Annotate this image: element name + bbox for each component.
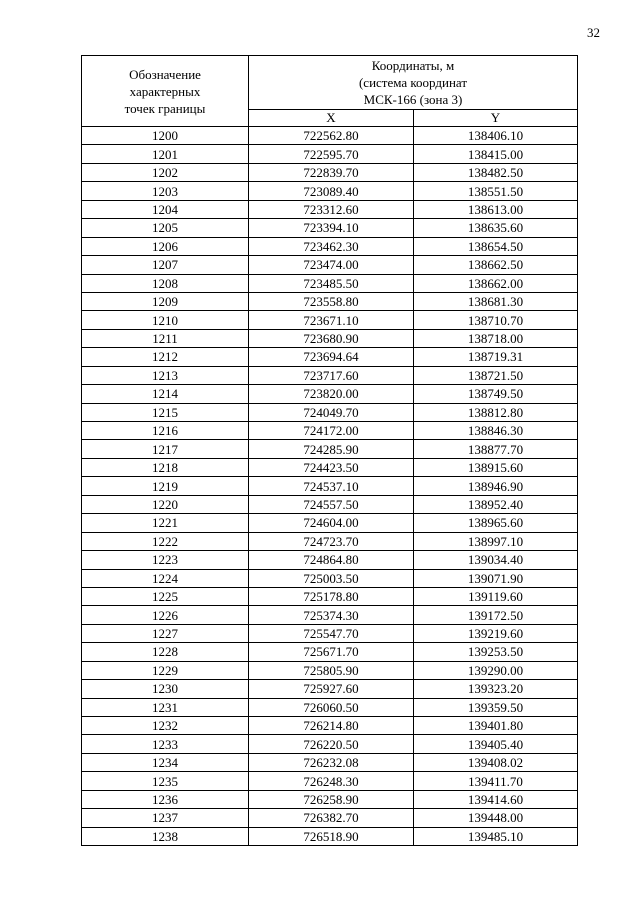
point-id-cell: 1206 <box>82 237 249 255</box>
x-coordinate-cell: 726214.80 <box>249 717 414 735</box>
y-coordinate-cell: 138915.60 <box>414 458 578 476</box>
x-coordinate-cell: 725003.50 <box>249 569 414 587</box>
y-coordinate-cell: 138710.70 <box>414 311 578 329</box>
y-coordinate-cell: 138877.70 <box>414 440 578 458</box>
y-coordinate-cell: 139253.50 <box>414 643 578 661</box>
y-coordinate-cell: 138406.10 <box>414 127 578 145</box>
table-row <box>82 532 578 550</box>
y-coordinate-cell: 139411.70 <box>414 772 578 790</box>
x-coordinate-cell: 722595.70 <box>249 145 414 163</box>
point-id-cell: 1219 <box>82 477 249 495</box>
point-id-cell: 1209 <box>82 292 249 310</box>
y-coordinate-cell: 138749.50 <box>414 385 578 403</box>
table-row <box>82 145 578 163</box>
table-row <box>82 440 578 458</box>
table-row <box>82 329 578 347</box>
y-coordinate-cell: 138681.30 <box>414 292 578 310</box>
x-coordinate-cell: 723671.10 <box>249 311 414 329</box>
x-coordinate-cell: 726258.90 <box>249 790 414 808</box>
x-coordinate-cell: 723558.80 <box>249 292 414 310</box>
table-row <box>82 587 578 605</box>
y-coordinate-cell: 138551.50 <box>414 182 578 200</box>
y-coordinate-cell: 138721.50 <box>414 366 578 384</box>
point-id-cell: 1213 <box>82 366 249 384</box>
x-coordinate-cell: 723394.10 <box>249 219 414 237</box>
table-row <box>82 182 578 200</box>
point-id-cell: 1228 <box>82 643 249 661</box>
point-id-cell: 1212 <box>82 348 249 366</box>
y-coordinate-cell: 138997.10 <box>414 532 578 550</box>
coordinates-header <box>249 56 578 110</box>
x-coordinate-cell: 724604.00 <box>249 514 414 532</box>
point-id-cell: 1218 <box>82 458 249 476</box>
x-coordinate-cell: 725178.80 <box>249 587 414 605</box>
x-coordinate-cell: 723680.90 <box>249 329 414 347</box>
y-coordinate-cell: 139408.02 <box>414 753 578 771</box>
point-id-cell: 1236 <box>82 790 249 808</box>
table-row <box>82 256 578 274</box>
table-row <box>82 698 578 716</box>
point-id-cell: 1229 <box>82 661 249 679</box>
point-id-cell: 1205 <box>82 219 249 237</box>
point-id-cell: 1207 <box>82 256 249 274</box>
point-id-cell: 1237 <box>82 809 249 827</box>
point-id-cell: 1224 <box>82 569 249 587</box>
point-id-cell: 1230 <box>82 680 249 698</box>
table-row <box>82 753 578 771</box>
y-coordinate-cell: 138952.40 <box>414 495 578 513</box>
point-id-cell: 1202 <box>82 163 249 181</box>
x-coordinate-cell: 722839.70 <box>249 163 414 181</box>
point-id-cell: 1238 <box>82 827 249 845</box>
point-designation-header <box>82 56 249 127</box>
x-coordinate-cell: 723089.40 <box>249 182 414 200</box>
coord-header-line: МСК-166 (зона 3) <box>363 91 463 107</box>
x-coordinate-cell: 724172.00 <box>249 422 414 440</box>
point-id-cell: 1204 <box>82 200 249 218</box>
y-coordinate-cell: 139323.20 <box>414 680 578 698</box>
y-coordinate-cell: 139485.10 <box>414 827 578 845</box>
y-coordinate-cell: 138965.60 <box>414 514 578 532</box>
table-row <box>82 422 578 440</box>
table-row <box>82 237 578 255</box>
point-header-line: точек границы <box>124 100 206 116</box>
y-coordinate-cell: 138718.00 <box>414 329 578 347</box>
x-coordinate-cell: 722562.80 <box>249 127 414 145</box>
point-id-cell: 1214 <box>82 385 249 403</box>
x-coordinate-cell: 723717.60 <box>249 366 414 384</box>
table-row <box>82 385 578 403</box>
point-header-line: Обозначение <box>129 66 201 82</box>
y-column-header: Y <box>414 109 578 126</box>
point-id-cell: 1208 <box>82 274 249 292</box>
x-coordinate-cell: 724049.70 <box>249 403 414 421</box>
point-id-cell: 1203 <box>82 182 249 200</box>
table-row <box>82 200 578 218</box>
x-coordinate-cell: 724557.50 <box>249 495 414 513</box>
table-row <box>82 624 578 642</box>
table-row <box>82 790 578 808</box>
coord-header-line: (система координат <box>358 74 468 90</box>
y-coordinate-cell: 139359.50 <box>414 698 578 716</box>
y-coordinate-cell: 139448.00 <box>414 809 578 827</box>
x-coordinate-cell: 723820.00 <box>249 385 414 403</box>
y-coordinate-cell: 138613.00 <box>414 200 578 218</box>
x-coordinate-cell: 725547.70 <box>249 624 414 642</box>
x-column-header: X <box>249 109 414 126</box>
point-id-cell: 1232 <box>82 717 249 735</box>
x-coordinate-cell: 726248.30 <box>249 772 414 790</box>
x-coordinate-cell: 723462.30 <box>249 237 414 255</box>
point-header-line: характерных <box>129 83 201 99</box>
y-coordinate-cell: 138812.80 <box>414 403 578 421</box>
y-coordinate-cell: 138846.30 <box>414 422 578 440</box>
table-row <box>82 495 578 513</box>
y-coordinate-cell: 138482.50 <box>414 163 578 181</box>
y-coordinate-cell: 138946.90 <box>414 477 578 495</box>
y-coordinate-cell: 139405.40 <box>414 735 578 753</box>
table-row <box>82 311 578 329</box>
table-row <box>82 403 578 421</box>
x-coordinate-cell: 723312.60 <box>249 200 414 218</box>
table-row <box>82 514 578 532</box>
x-coordinate-cell: 725927.60 <box>249 680 414 698</box>
table-row <box>82 772 578 790</box>
y-coordinate-cell: 139172.50 <box>414 606 578 624</box>
coord-header-line: Координаты, м <box>371 57 455 73</box>
point-id-cell: 1220 <box>82 495 249 513</box>
y-coordinate-cell: 139290.00 <box>414 661 578 679</box>
table-row <box>82 551 578 569</box>
table-row <box>82 680 578 698</box>
point-id-cell: 1217 <box>82 440 249 458</box>
x-coordinate-cell: 726220.50 <box>249 735 414 753</box>
y-coordinate-cell: 139219.60 <box>414 624 578 642</box>
table-row <box>82 661 578 679</box>
table-row <box>82 127 578 145</box>
table-row <box>82 477 578 495</box>
table-row <box>82 292 578 310</box>
y-coordinate-cell: 139071.90 <box>414 569 578 587</box>
table-row <box>82 366 578 384</box>
point-id-cell: 1210 <box>82 311 249 329</box>
table-row <box>82 219 578 237</box>
table-row <box>82 643 578 661</box>
y-coordinate-cell: 138635.60 <box>414 219 578 237</box>
table-row <box>82 735 578 753</box>
x-coordinate-cell: 723474.00 <box>249 256 414 274</box>
table-row <box>82 274 578 292</box>
point-id-cell: 1231 <box>82 698 249 716</box>
point-id-cell: 1234 <box>82 753 249 771</box>
x-coordinate-cell: 725374.30 <box>249 606 414 624</box>
y-coordinate-cell: 138654.50 <box>414 237 578 255</box>
table-row <box>82 569 578 587</box>
x-coordinate-cell: 726382.70 <box>249 809 414 827</box>
y-coordinate-cell: 139034.40 <box>414 551 578 569</box>
point-id-cell: 1201 <box>82 145 249 163</box>
point-id-cell: 1227 <box>82 624 249 642</box>
table-body <box>82 127 578 846</box>
x-coordinate-cell: 725671.70 <box>249 643 414 661</box>
x-coordinate-cell: 724537.10 <box>249 477 414 495</box>
point-id-cell: 1233 <box>82 735 249 753</box>
y-coordinate-cell: 139414.60 <box>414 790 578 808</box>
page-number: 32 <box>587 25 600 40</box>
y-coordinate-cell: 138719.31 <box>414 348 578 366</box>
y-coordinate-cell: 138662.00 <box>414 274 578 292</box>
y-coordinate-cell: 138662.50 <box>414 256 578 274</box>
point-id-cell: 1211 <box>82 329 249 347</box>
x-coordinate-cell: 724864.80 <box>249 551 414 569</box>
point-id-cell: 1216 <box>82 422 249 440</box>
table-row <box>82 348 578 366</box>
point-id-cell: 1225 <box>82 587 249 605</box>
x-coordinate-cell: 724723.70 <box>249 532 414 550</box>
x-coordinate-cell: 726060.50 <box>249 698 414 716</box>
y-coordinate-cell: 139119.60 <box>414 587 578 605</box>
point-id-cell: 1200 <box>82 127 249 145</box>
point-id-cell: 1221 <box>82 514 249 532</box>
table-row <box>82 163 578 181</box>
point-id-cell: 1222 <box>82 532 249 550</box>
y-coordinate-cell: 139401.80 <box>414 717 578 735</box>
x-coordinate-cell: 726232.08 <box>249 753 414 771</box>
x-coordinate-cell: 724423.50 <box>249 458 414 476</box>
table-row <box>82 809 578 827</box>
x-coordinate-cell: 723694.64 <box>249 348 414 366</box>
table-header <box>82 56 578 127</box>
table-row <box>82 458 578 476</box>
y-coordinate-cell: 138415.00 <box>414 145 578 163</box>
coordinates-table <box>81 55 578 846</box>
table-row <box>82 606 578 624</box>
x-coordinate-cell: 725805.90 <box>249 661 414 679</box>
x-coordinate-cell: 723485.50 <box>249 274 414 292</box>
x-coordinate-cell: 726518.90 <box>249 827 414 845</box>
point-id-cell: 1223 <box>82 551 249 569</box>
x-coordinate-cell: 724285.90 <box>249 440 414 458</box>
table-row <box>82 827 578 845</box>
point-id-cell: 1235 <box>82 772 249 790</box>
point-id-cell: 1215 <box>82 403 249 421</box>
table-row <box>82 717 578 735</box>
point-id-cell: 1226 <box>82 606 249 624</box>
